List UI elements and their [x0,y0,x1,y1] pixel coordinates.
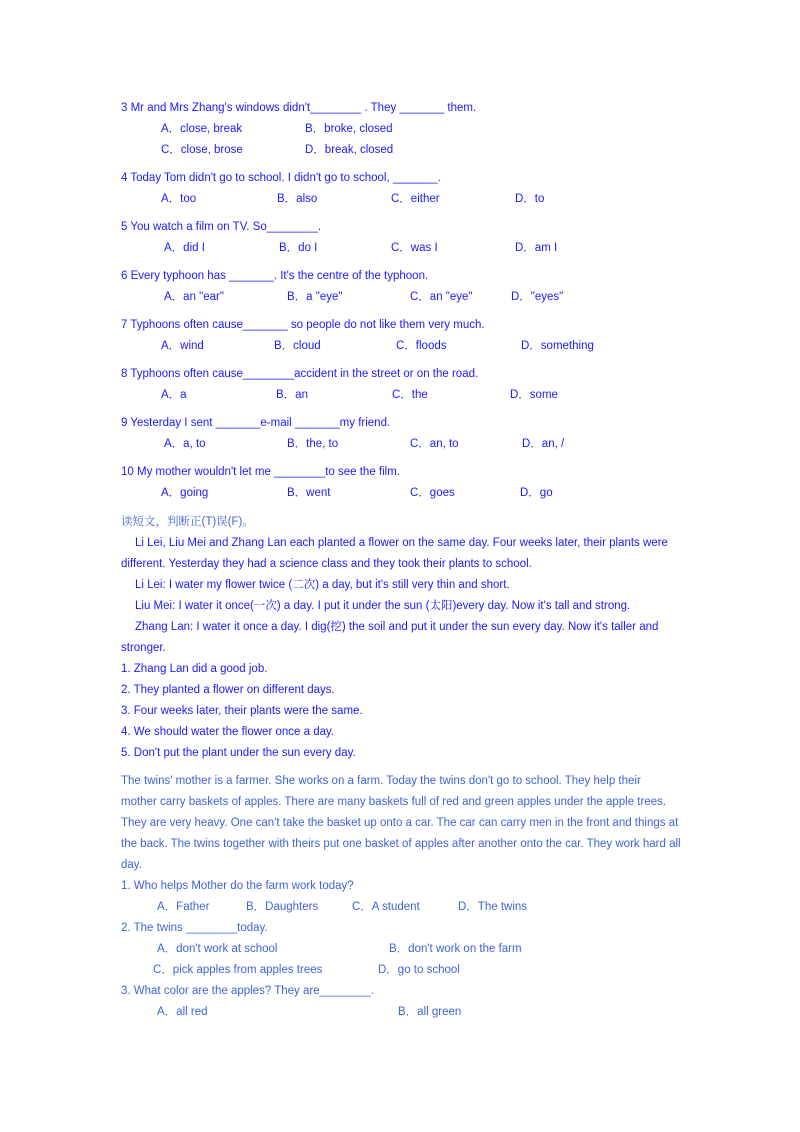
option-d: D．The twins [458,901,528,913]
option-a: A．close, break [161,123,243,135]
option-b: B．do I [279,242,318,254]
option-a: A．a [161,389,187,401]
option-a: A．an "ear" [164,291,224,303]
option-a: A．wind [161,340,204,352]
passage-line: Li Lei: I water my flower twice (二次) a day, but it's still very thin and short. [135,579,510,591]
option-b: B．Daughters [246,901,319,913]
section-heading: 读短文，判断正(T)误(F)。 [121,516,254,528]
passage-line: Zhang Lan: I water it once a day. I dig(挖) the soil and put it under the sun every day. Now it's taller and [135,621,659,633]
reading-question-3: 3. What color are the apples? They are________. [121,985,374,997]
question-6: 6 Every typhoon has _______. It's the centre of the typhoon. [121,270,429,282]
reading-question-1: 1. Who helps Mother do the farm work today? [121,880,354,892]
option-b: B．broke, closed [305,123,393,135]
question-3: 3 Mr and Mrs Zhang's windows didn't________ . They _______ them. [121,102,477,114]
option-b: B．an [276,389,308,401]
reading-question-2: 2. The twins ________today. [121,922,268,934]
option-d: D．some [510,389,558,401]
question-10: 10 My mother wouldn't let me ________to see the film. [121,466,400,478]
passage-line: the back. The twins together with theirs put one basket of apples after another onto the car. They work hard all [121,838,681,850]
option-a: A．all red [157,1006,208,1018]
statement: 1. Zhang Lan did a good job. [121,663,268,675]
passage-line: different. Yesterday they had a science class and they took their plants to school. [121,558,532,570]
passage-line: mother carry baskets of apples. There are many baskets full of red and green apples under the apple trees. [121,796,667,808]
passage-line: day. [121,859,142,871]
passage-line: Liu Mei: I water it once(一次) a day. I put it under the sun (太阳)every day. Now it's tall and strong. [135,600,631,612]
option-b: B．a "eye" [287,291,343,303]
option-b: B．don't work on the farm [389,943,522,955]
statement: 4. We should water the flower once a day. [121,726,335,738]
option-c: C．pick apples from apples trees [153,964,323,976]
option-c: C．floods [396,340,447,352]
option-c: C．was I [391,242,438,254]
option-b: B．went [287,487,331,499]
option-d: D．break, closed [305,144,394,156]
statement: 2. They planted a flower on different days. [121,684,335,696]
question-7: 7 Typhoons often cause_______ so people do not like them very much. [121,319,485,331]
option-b: B．all green [398,1006,462,1018]
option-c: C．an, to [410,438,459,450]
option-d: D．"eyes" [511,291,564,303]
option-d: D．go to school [378,964,460,976]
option-c: C．the [392,389,428,401]
option-a: A．did I [164,242,205,254]
option-a: A．going [161,487,209,499]
option-a: A．Father [157,901,210,913]
option-d: D．am I [515,242,558,254]
option-d: D．an, / [522,438,565,450]
option-a: A．a, to [164,438,206,450]
option-a: A．too [161,193,197,205]
statement: 5. Don't put the plant under the sun every day. [121,747,356,759]
passage-line: Li Lei, Liu Mei and Zhang Lan each planted a flower on the same day. Four weeks later, their plants were [135,537,668,549]
option-d: D．go [520,487,553,499]
option-b: B．the, to [287,438,339,450]
question-4: 4 Today Tom didn't go to school. I didn't go to school, _______. [121,172,441,184]
option-c: C．an "eye" [410,291,473,303]
statement: 3. Four weeks later, their plants were the same. [121,705,363,717]
option-c: C．close, brose [161,144,243,156]
question-9: 9 Yesterday I sent _______e-mail _______my friend. [121,417,391,429]
option-c: C．goes [410,487,455,499]
passage-line: The twins' mother is a farmer. She works on a farm. Today the twins don't go to school. They help their [121,775,641,787]
question-8: 8 Typhoons often cause________accident in the street or on the road. [121,368,479,380]
option-c: C．A student [352,901,420,913]
option-d: D．to [515,193,545,205]
question-5: 5 You watch a film on TV. So________. [121,221,322,233]
passage-line: They are very heavy. One can't take the basket up onto a car. The car can carry men in the front and things at [121,817,679,829]
option-d: D．something [521,340,594,352]
option-b: B．cloud [274,340,321,352]
option-a: A．don't work at school [157,943,278,955]
option-c: C．either [391,193,440,205]
option-b: B．also [277,193,318,205]
passage-line: stronger. [121,642,166,654]
